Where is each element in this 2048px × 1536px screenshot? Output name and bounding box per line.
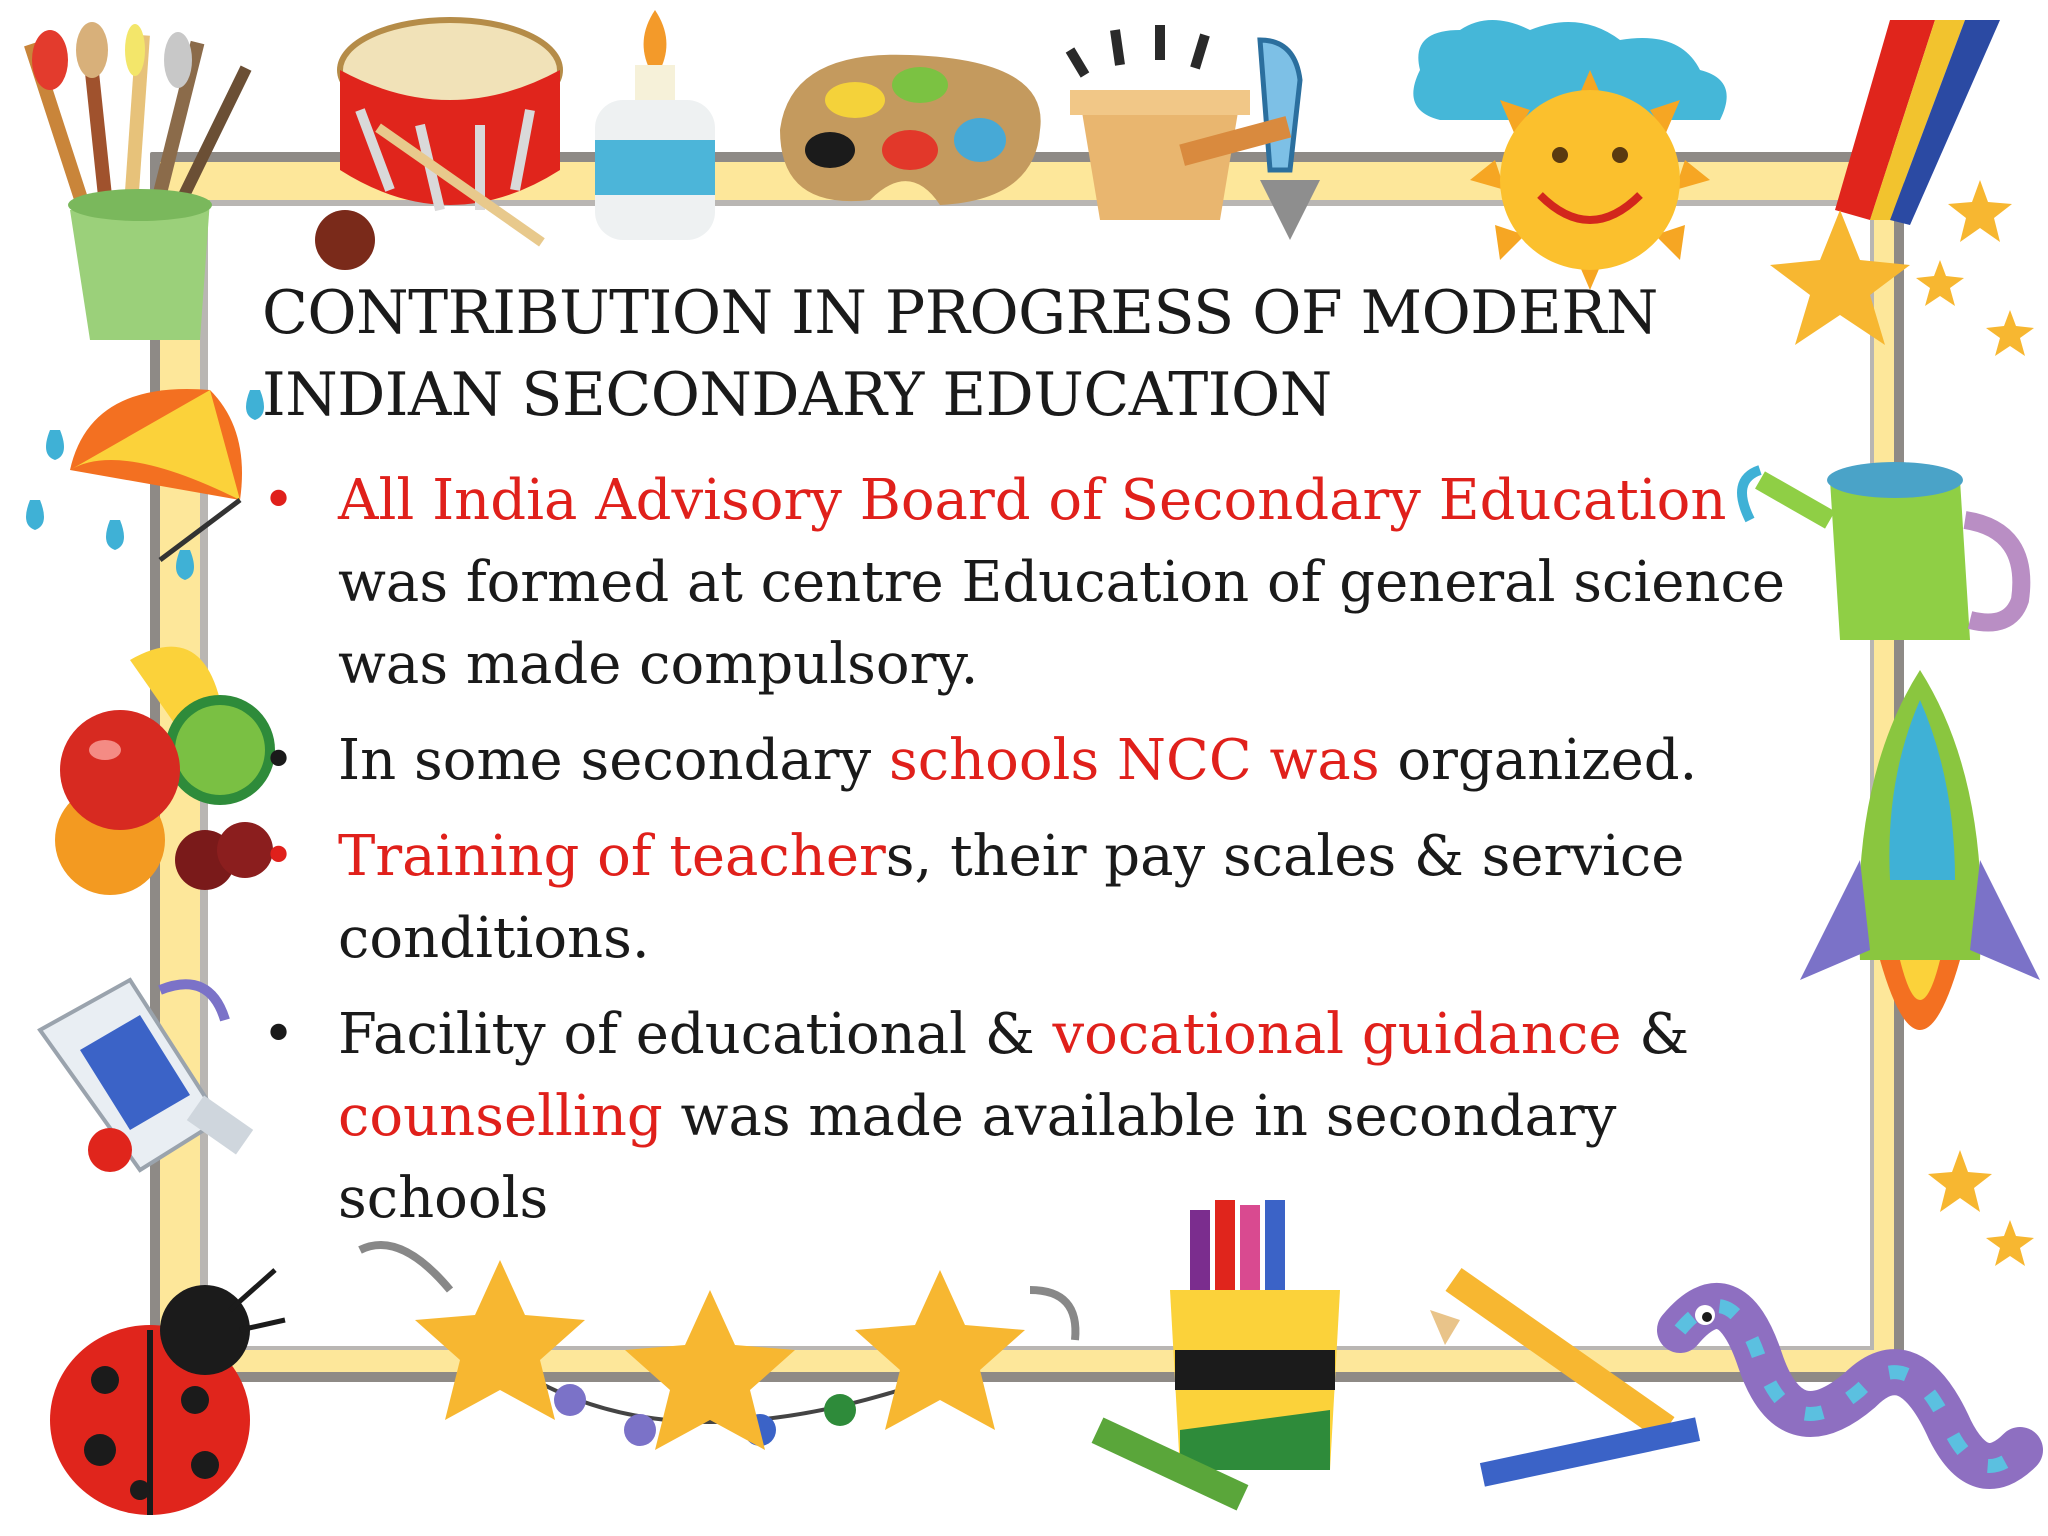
slide-title xyxy=(262,272,1762,436)
bullet-text-highlight: counselling xyxy=(338,1084,663,1149)
bullet-item xyxy=(262,816,1822,980)
sun-cloud-icon xyxy=(1400,10,1760,300)
fruit-icon xyxy=(20,620,280,900)
ladybug-icon xyxy=(20,1250,290,1530)
bullet-text: Facility of educational & xyxy=(338,1002,1053,1067)
bullet-text-highlight: schools NCC was xyxy=(888,728,1380,793)
bullet-item xyxy=(262,720,1822,802)
bullet-text: was made available in secondary schools xyxy=(338,1084,1617,1231)
sparkle-stars-icon xyxy=(1900,180,2048,1280)
bullet-text-highlight: vocational guidance xyxy=(1052,1002,1622,1067)
bullet-text-highlight: All India Advisory Board of Secondary Education xyxy=(338,468,1727,533)
bullet-dot: • xyxy=(262,468,296,533)
star-garland-icon xyxy=(340,1230,1100,1530)
bullet-text: & xyxy=(1621,1002,1690,1067)
flower-pot-trowel-icon xyxy=(1060,20,1360,250)
bullet-dot: • xyxy=(262,1002,296,1067)
paint-palette-icon xyxy=(760,40,1060,220)
slide-title-line-1: CONTRIBUTION IN PROGRESS OF MODERN xyxy=(262,278,1658,348)
bullet-dot: • xyxy=(262,824,296,889)
bullet-text: s, their pay scales & service conditions. xyxy=(338,824,1685,971)
paint-tube-icon xyxy=(10,960,280,1200)
bullet-text: was formed at centre Education of general science was made compulsory. xyxy=(338,550,1786,697)
drum-icon xyxy=(300,0,580,280)
bullet-text: In some secondary xyxy=(338,728,889,793)
slide-title-line-2: INDIAN SECONDARY EDUCATION xyxy=(262,360,1332,430)
glue-bottle-icon xyxy=(580,10,730,250)
umbrella-rain-icon xyxy=(10,370,270,600)
bullet-item xyxy=(262,994,1822,1240)
bullet-text-highlight: Training of teacher xyxy=(338,824,886,889)
bullet-item xyxy=(262,460,1822,706)
worm-icon xyxy=(1650,1270,2030,1500)
bullet-list xyxy=(262,460,1822,1240)
paintbrush-cup-icon xyxy=(20,20,270,340)
bullet-text: organized. xyxy=(1379,728,1698,793)
bullet-dot: • xyxy=(262,728,296,793)
